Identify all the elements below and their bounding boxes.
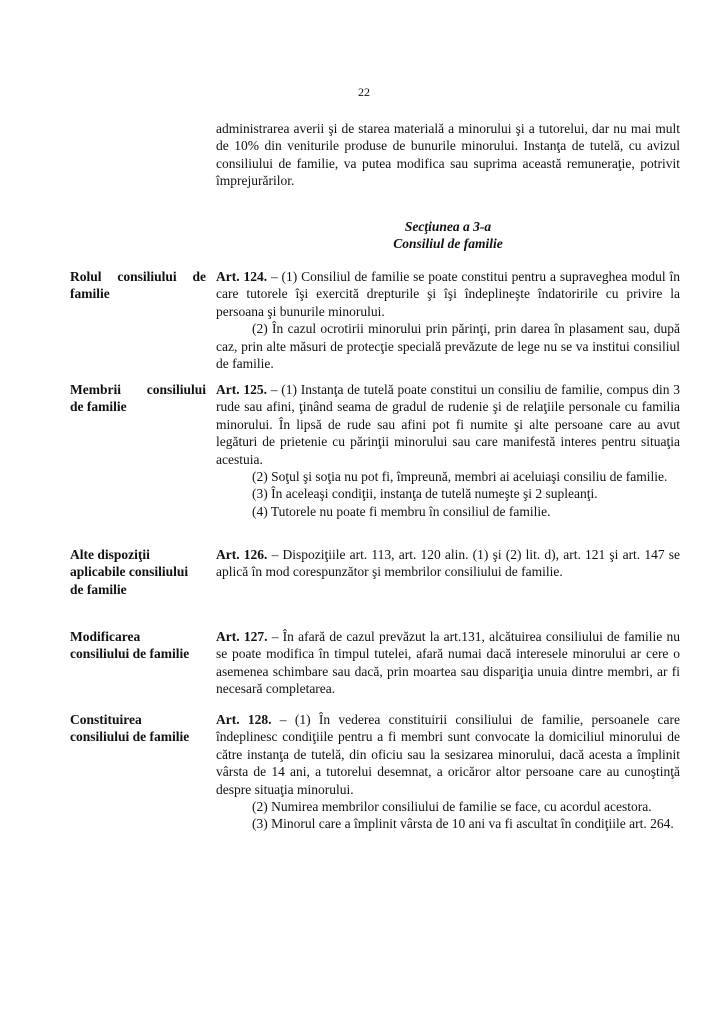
article-paragraph: (2) În cazul ocrotirii minorului prin părinţi, prin darea în plasament sau, după caz, prin alte măsuri de protecţie specială prevăzute de lege nu se va institui consiliul de familie.: [216, 321, 680, 372]
article-paragraph: (2) Numirea membrilor consiliului de familie se face, cu acordul acestora.: [252, 799, 652, 815]
article-124-side-title: [70, 268, 206, 303]
article-127-text: [216, 628, 680, 698]
article-label: Art. 127.: [216, 629, 268, 644]
side-title-line: Constituirea: [70, 712, 142, 727]
article-127-side-title: [70, 628, 206, 663]
intro-paragraph-block: [216, 120, 680, 190]
side-title-line: Membrii consiliului: [70, 382, 206, 397]
intro-paragraph: administrarea averii şi de starea materială a minorului şi a tutorelui, dar nu mai mult de 10% din veniturile produse de bunurile minorului. Instanţa de tutelă, cu avizul consiliului de familie, va putea modifica sau suprima această remuneraţie, potrivit împrejurărilor.: [216, 121, 680, 189]
article-125-text: [216, 381, 680, 520]
article-126-text: [216, 546, 680, 581]
side-title-line: de familie: [70, 399, 127, 415]
page-number: 22: [358, 85, 370, 99]
article-paragraph: (4) Tutorele nu poate fi membru în consiliul de familie.: [252, 503, 551, 519]
side-title-line: de familie: [70, 581, 127, 597]
article-128-side-title: [70, 711, 206, 746]
article-paragraph: (3) Minorul care a împlinit vârsta de 10 ani va fi ascultat în condiţiile art. 264.: [252, 816, 674, 832]
side-title-line: Modificarea: [70, 629, 141, 644]
article-126-side-title: [70, 546, 206, 598]
article-paragraph: Art. 127. – În afară de cazul prevăzut la art.131, alcătuirea consiliului de familie nu se poate modifica în timpul tutelei, afară numai dacă interesele minorului ar cere o asemenea schimbare sau dacă, prin moartea sau dispariţia unuia dintre membri, ar fi necesară completarea.: [216, 629, 680, 697]
side-title-line: consiliului de familie: [70, 729, 190, 745]
article-paragraph: Art. 124. – (1) Consiliul de familie se poate constitui pentru a supraveghea modul în care tutorele îşi exercită drepturile şi îşi îndeplineşte îndatoririle cu privire la persoana şi bunurile minorului.: [216, 269, 681, 319]
side-title-line: consiliului de familie: [70, 646, 190, 662]
article-label: Art. 126.: [216, 547, 268, 562]
section-title: Consiliul de familie: [393, 236, 503, 252]
section-number: Secţiunea a 3-a: [404, 219, 492, 234]
side-title-line: familie: [70, 286, 110, 302]
article-paragraph: Art. 126. – Dispoziţiile art. 113, art. 120 alin. (1) şi (2) lit. d), art. 121 şi art. 147 se aplică în mod corespunzător şi membrilor consiliului de familie.: [216, 547, 681, 580]
article-label: Art. 125.: [216, 382, 268, 397]
article-paragraph: Art. 125. – (1) Instanţa de tutelă poate constitui un consiliu de familie, compus din 3 rude sau afini, ţinând seama de gradul de rudenie şi de relaţiile personale cu familia minorului. În lipsă de rude sau afini pot fi numite şi alte persoane care au avut legături de prietenie cu părinţii minorului sau care manifestă interes pentru situaţia acestuia.: [216, 382, 681, 467]
section-heading: [216, 218, 680, 253]
article-124-text: [216, 268, 680, 372]
side-title-line: aplicabile consiliului: [70, 564, 189, 580]
article-label: Art. 124.: [216, 269, 268, 284]
article-125-side-title: [70, 381, 206, 416]
article-paragraph: (3) În aceleaşi condiţii, instanţa de tutelă numeşte şi 2 supleanţi.: [252, 486, 598, 502]
side-title-line: Rolul consiliului de: [70, 269, 206, 284]
article-128-text: [216, 711, 680, 833]
article-paragraph: (2) Soţul şi soţia nu pot fi, împreună, membri ai aceluiaşi consiliu de familie.: [252, 469, 668, 485]
side-title-line: Alte dispoziţii: [70, 547, 150, 562]
article-paragraph: Art. 128. – (1) În vederea constituirii consiliului de familie, persoanele care îndeplinesc condiţiile pentru a fi membri sunt convocate la domiciliul minorului de către instanţa de tutelă, din oficiu sau la sesizarea minorului, dacă acesta a împlinit vârsta de 14 ani, a tutorelui desemnat, a oricăror altor persoane care au cunoştinţă despre situaţia minorului.: [216, 712, 680, 797]
article-label: Art. 128.: [216, 712, 272, 727]
